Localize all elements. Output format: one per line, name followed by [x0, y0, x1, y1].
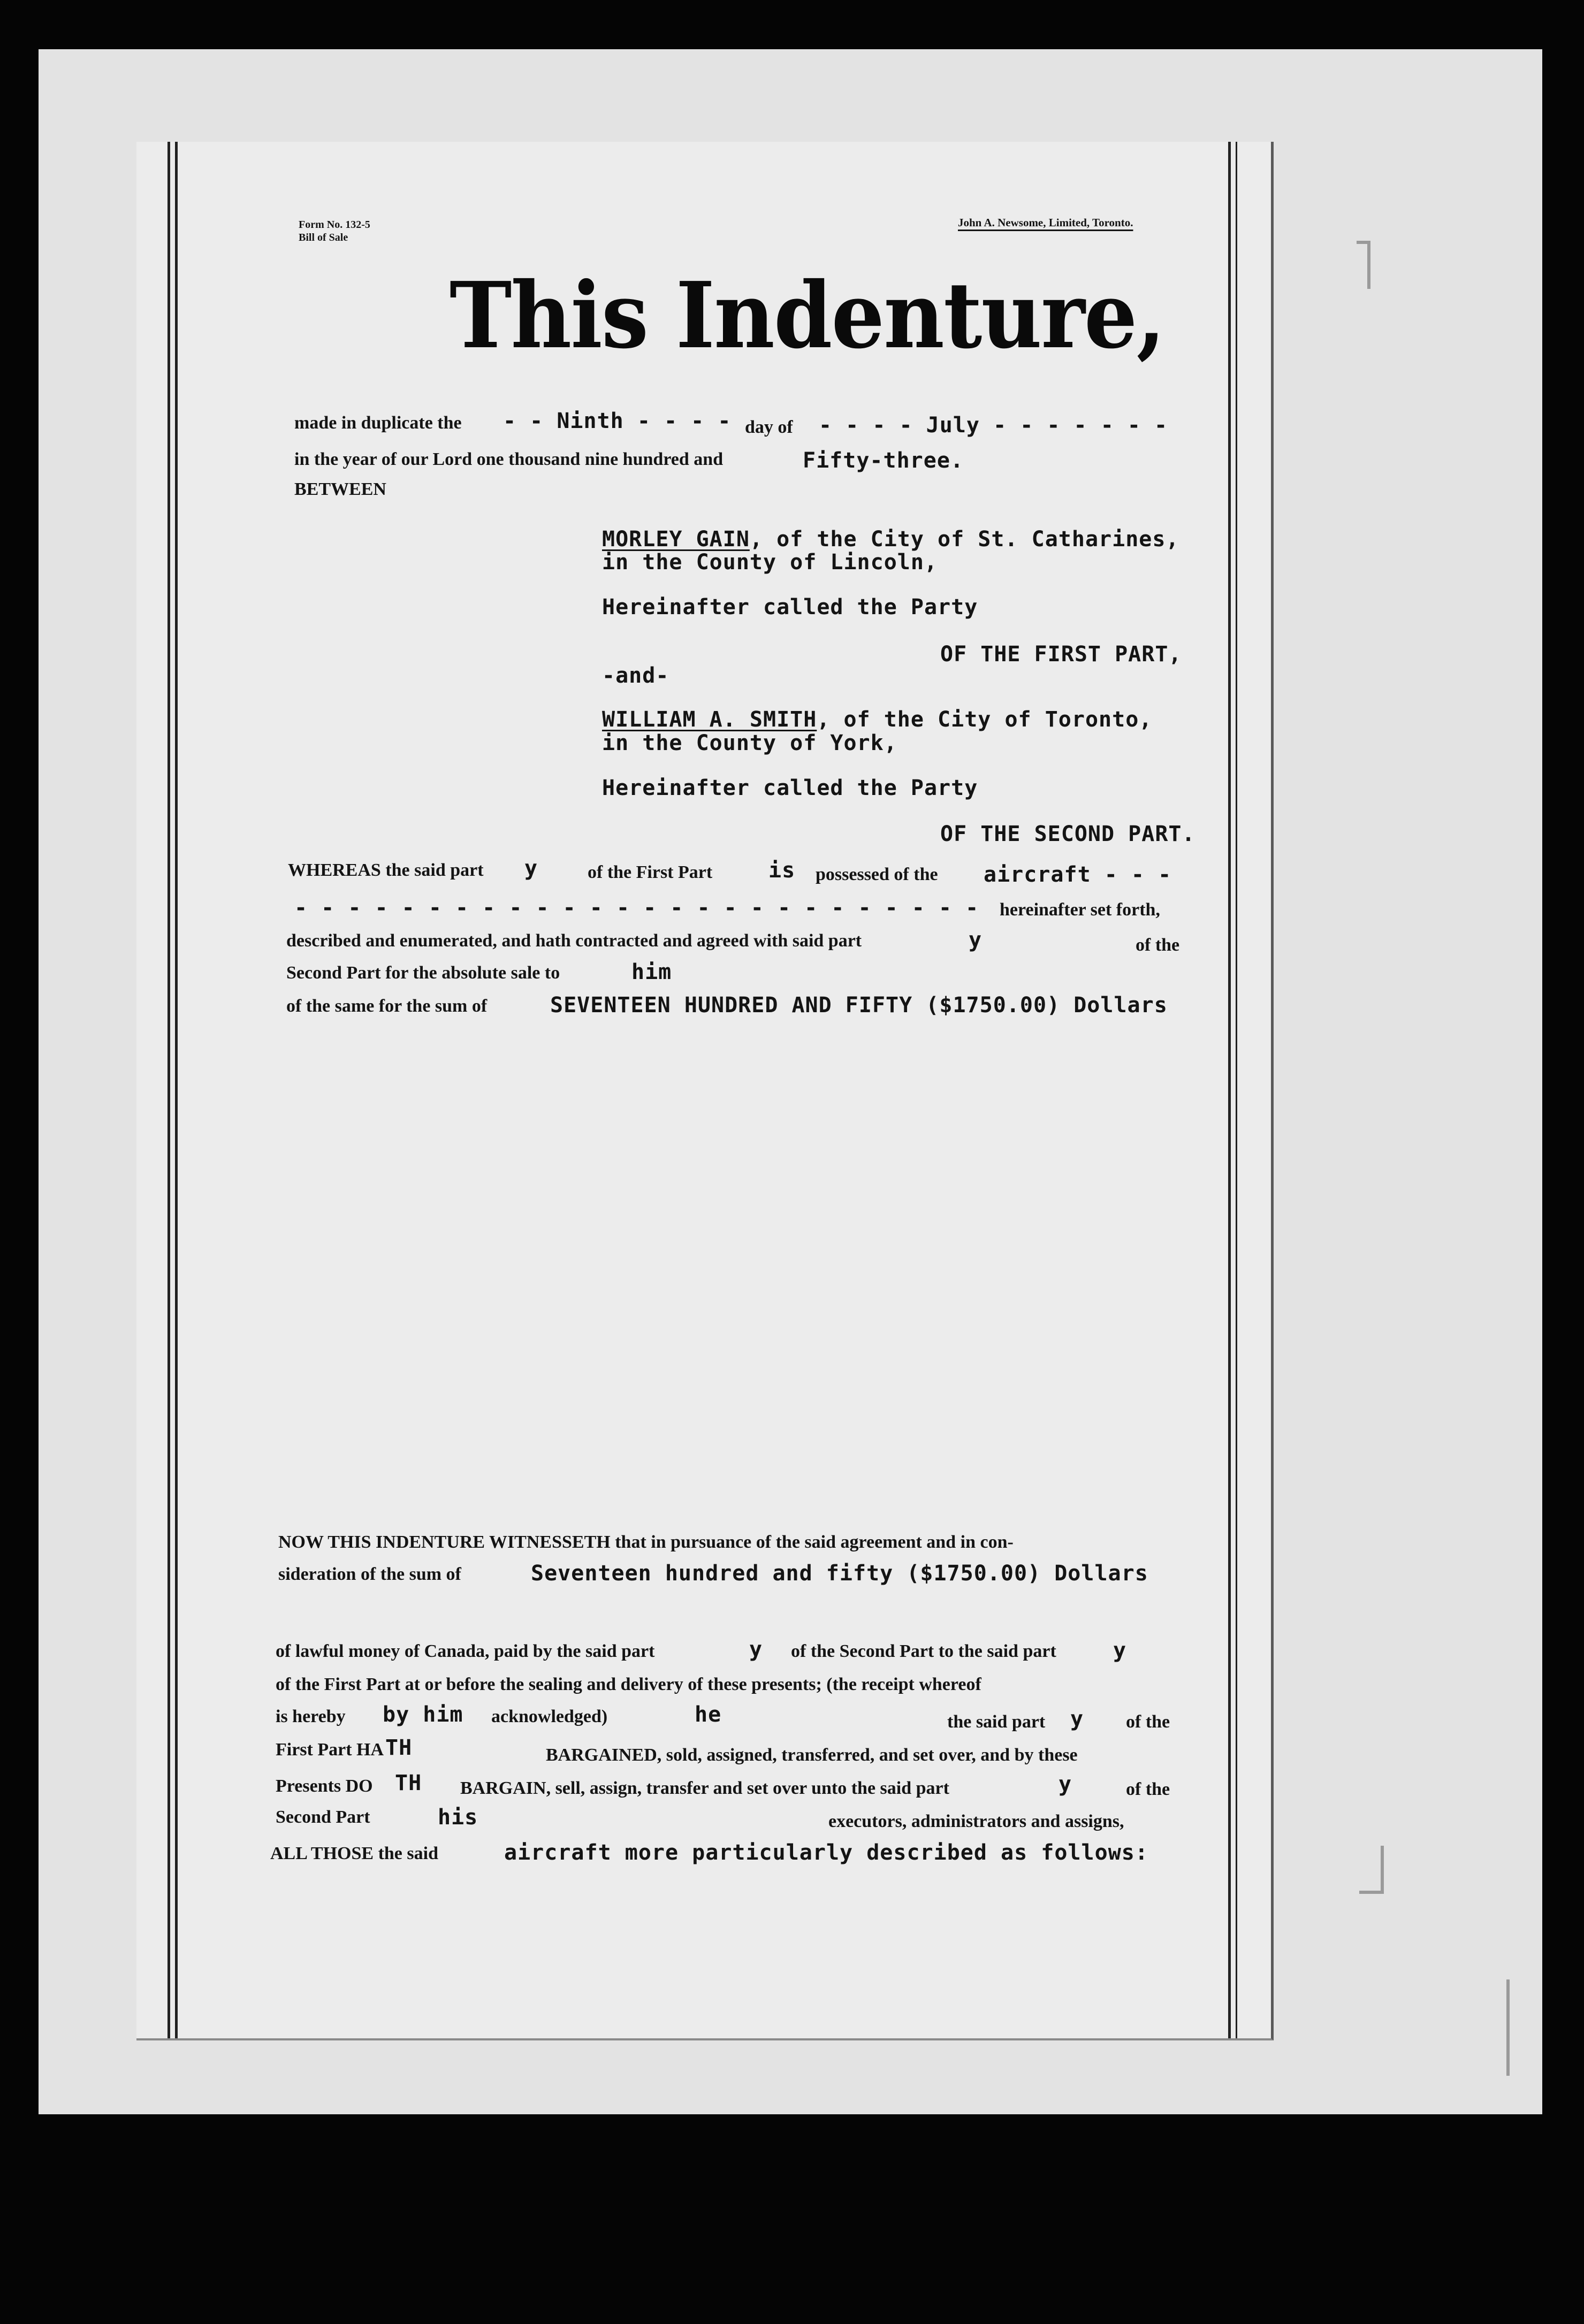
whereas-line1-possessed: possessed of the	[816, 865, 938, 884]
form-publisher: John A. Newsome, Limited, Toronto.	[958, 216, 1133, 229]
witnesseth-line9-aircraft: aircraft more particularly described as follows:	[504, 1840, 1148, 1865]
witnesseth-line3-y2: y	[1113, 1638, 1127, 1663]
witnesseth-line3: of lawful money of Canada, paid by the said part	[276, 1641, 655, 1661]
second-party-name: WILLIAM A. SMITH	[602, 707, 817, 732]
whereas-line4-him: him	[631, 960, 672, 984]
witnesseth-line7-end: of the	[1126, 1779, 1170, 1799]
witnesseth-line7-y: y	[1058, 1772, 1072, 1796]
first-party-line1: MORLEY GAIN, of the City of St. Catharines,	[602, 527, 1179, 552]
page-title: This Indenture,	[450, 262, 1165, 369]
first-party-line2: in the County of Lincoln,	[602, 550, 938, 575]
witnesseth-line6-th: TH	[385, 1736, 413, 1760]
whereas-line1-is: is	[768, 858, 796, 883]
witnesseth-line8: Second Part	[276, 1807, 370, 1827]
first-party-part: OF THE FIRST PART,	[940, 642, 1182, 667]
whereas-line5-sum: SEVENTEEN HUNDRED AND FIFTY ($1750.00) Dollars	[550, 993, 1168, 1018]
witnesseth-line7: Presents DO	[276, 1776, 373, 1796]
witnesseth-line2: sideration of the sum of	[278, 1564, 461, 1584]
witnesseth-line8-executors: executors, administrators and assigns,	[828, 1811, 1124, 1831]
year-value: Fifty-three.	[803, 448, 964, 473]
left-margin-rule	[167, 142, 170, 2038]
witnesseth-line2-sum: Seventeen hundred and fifty ($1750.00) Dollars	[531, 1561, 1148, 1586]
witnesseth-line5-he: he	[695, 1702, 722, 1727]
witnesseth-line5-y: y	[1070, 1707, 1084, 1731]
first-party-called: Hereinafter called the Party	[602, 595, 978, 620]
whereas-line1-aircraft: aircraft - - -	[984, 862, 1172, 887]
second-party-called: Hereinafter called the Party	[602, 776, 978, 800]
made-label: made in duplicate the	[294, 413, 462, 433]
whereas-line3-end: of the	[1136, 935, 1180, 955]
crop-mark	[1357, 241, 1370, 244]
whereas-line1: WHEREAS the said part	[288, 860, 484, 880]
witnesseth-line6-bargained: BARGAINED, sold, assigned, transferred, and set over, and by these	[546, 1745, 1078, 1765]
crop-mark	[1367, 241, 1370, 289]
witnesseth-line8-his: his	[438, 1805, 478, 1830]
month-value: - - - - July - - - - - - -	[819, 413, 1168, 438]
day-value: - - Ninth - - - -	[503, 409, 732, 433]
first-party-name: MORLEY GAIN	[602, 527, 750, 552]
year-label: in the year of our Lord one thousand nine hundred and	[294, 449, 724, 469]
whereas-line2-dashes: - - - - - - - - - - - - - - - - - - - - - - - - - -	[294, 896, 979, 920]
right-margin-rule-inner	[1236, 142, 1237, 2038]
witnesseth-line3-second: of the Second Part to the said part	[791, 1641, 1056, 1661]
witnesseth-line9: ALL THOSE the said	[270, 1844, 438, 1863]
witnesseth-line5-ack: acknowledged)	[491, 1707, 608, 1726]
day-label: day of	[745, 417, 793, 437]
witnesseth-line5-by-him: by him	[383, 1702, 463, 1727]
whereas-line3: described and enumerated, and hath contracted and agreed with said part	[286, 931, 862, 951]
whereas-line1-first-part: of the First Part	[588, 862, 713, 882]
second-party-line2: in the County of York,	[602, 731, 897, 755]
and-label: -and-	[602, 663, 669, 688]
witnesseth-line7-th: TH	[395, 1771, 422, 1795]
crop-mark	[1359, 1891, 1384, 1894]
second-party-line1: WILLIAM A. SMITH, of the City of Toronto,	[602, 707, 1153, 732]
whereas-line5: of the same for the sum of	[286, 996, 488, 1016]
left-margin-rule-inner	[175, 142, 178, 2038]
right-margin-rule	[1228, 142, 1231, 2038]
witnesseth-line7-bargain: BARGAIN, sell, assign, transfer and set over unto the said part	[460, 1778, 949, 1798]
whereas-line2: hereinafter set forth,	[1000, 900, 1160, 920]
witnesseth-line5-said: the said part	[947, 1712, 1046, 1732]
between-label: BETWEEN	[294, 479, 386, 499]
whereas-line1-y: y	[524, 856, 538, 881]
witnesseth-line5-end: of the	[1126, 1712, 1170, 1732]
witnesseth-line3-y: y	[749, 1637, 763, 1662]
crop-mark	[1506, 1979, 1510, 2076]
whereas-line4: Second Part for the absolute sale to	[286, 963, 560, 983]
witnesseth-line6: First Part HA	[276, 1740, 384, 1760]
second-party-part: OF THE SECOND PART.	[940, 822, 1195, 846]
witnesseth-line1: NOW THIS INDENTURE WITNESSETH that in pursuance of the said agreement and in con-	[278, 1532, 1014, 1552]
crop-mark	[1381, 1846, 1384, 1894]
form-number: Form No. 132-5 Bill of Sale	[299, 219, 370, 243]
whereas-line3-y: y	[969, 928, 983, 952]
witnesseth-line4: of the First Part at or before the sealing and delivery of these presents; (the receipt whereof	[276, 1675, 981, 1694]
witnesseth-line5: is hereby	[276, 1707, 346, 1726]
